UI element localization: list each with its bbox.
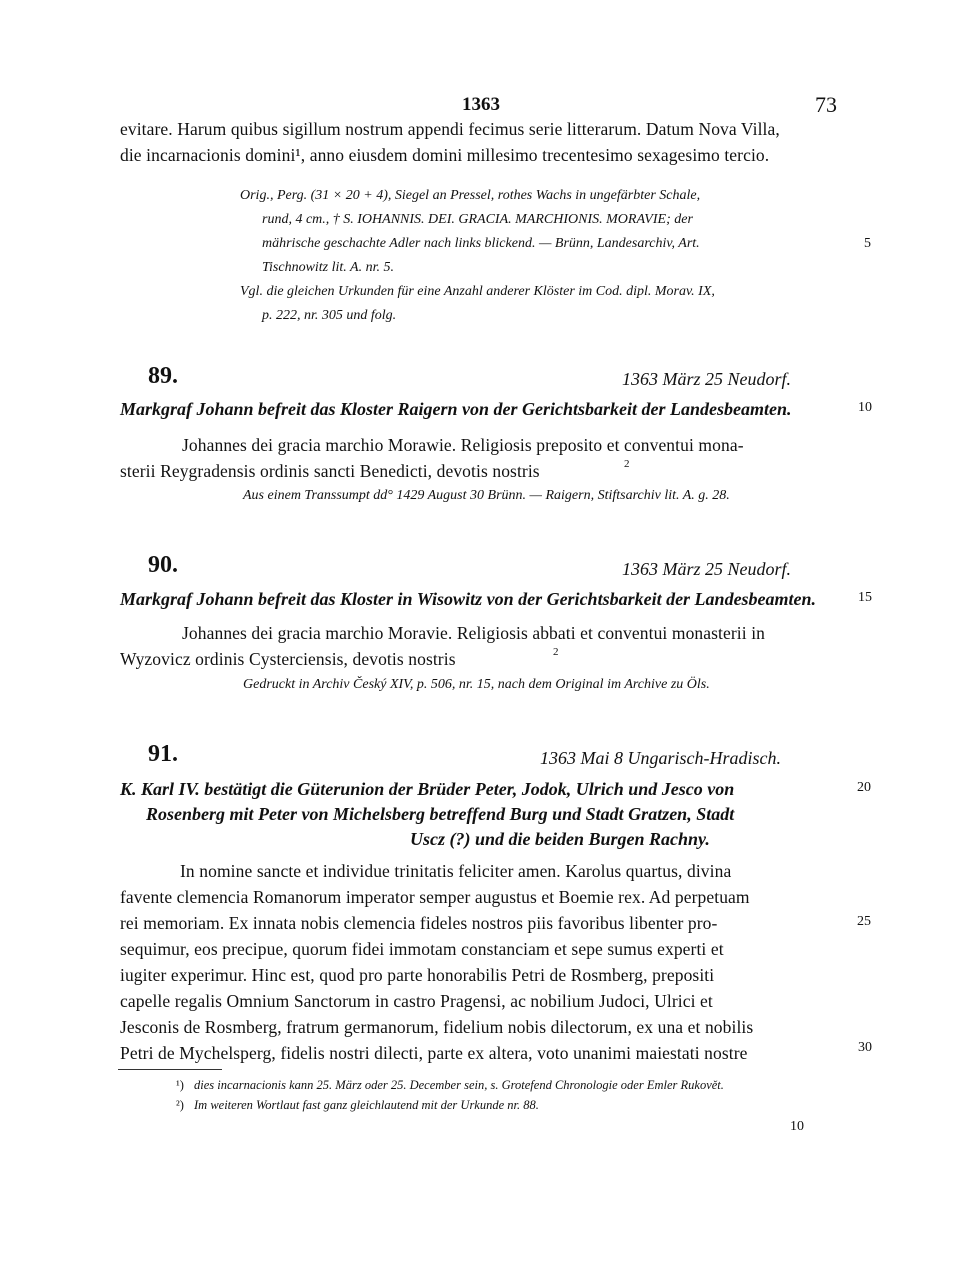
footnote-ref: 2 — [553, 646, 559, 658]
body-line: favente clemencia Romanorum imperator semper augustus et Boemie rex. Ad perpetuam — [120, 887, 750, 907]
margin-line-number: 25 — [857, 914, 871, 929]
footnote-mark: ¹) — [176, 1078, 184, 1092]
source-note: Gedruckt in Archiv Český XIV, p. 506, nr. 15, nach dem Original im Archive zu Öls. — [243, 677, 710, 692]
note-line: Tischnowitz lit. A. nr. 5. — [262, 260, 394, 275]
source-note: Aus einem Transsumpt dd° 1429 August 30 Brünn. — Raigern, Stiftsarchiv lit. A. g. 28. — [243, 488, 730, 503]
document-number: 91. — [148, 741, 178, 767]
footnote-ref: 2 — [624, 458, 630, 470]
document-date: 1363 März 25 Neudorf. — [622, 369, 792, 389]
margin-line-number: 15 — [858, 590, 872, 605]
margin-line-number: 20 — [857, 780, 871, 795]
document-number: 89. — [148, 363, 178, 389]
body-line: iugiter experimur. Hinc est, quod pro parte honorabilis Petri de Rosmberg, prepositi — [120, 965, 715, 985]
document-date: 1363 Mai 8 Ungarisch-Hradisch. — [540, 748, 781, 768]
vgl-line: p. 222, nr. 305 und folg. — [262, 308, 397, 323]
running-header-year: 1363 — [462, 94, 500, 115]
body-line: Jesconis de Rosmberg, fratrum germanorum, fidelium nobis dilectorum, ex una et nobilis — [120, 1017, 754, 1037]
document-title: K. Karl IV. bestätigt die Güterunion der Brüder Peter, Jodok, Ulrich und Jesco von — [120, 779, 735, 799]
footnote-text: dies incarnacionis kann 25. März oder 25. December sein, s. Grotefend Chronologie oder Emler Rukovět. — [194, 1078, 724, 1092]
body-line: Petri de Mychelsperg, fidelis nostri dilecti, parte ex altera, voto unanimi maiestati nostre — [120, 1043, 748, 1063]
footnote-rule — [118, 1069, 222, 1070]
body-line: sequimur, eos precipue, quorum fidei immotam constanciam et sepe sumus experti et — [120, 939, 724, 959]
body-line: die incarnacionis domini¹, anno eiusdem domini millesimo trecentesimo sexagesimo tercio. — [120, 145, 770, 165]
margin-line-number: 30 — [858, 1040, 872, 1055]
document-title: Uscz (?) und die beiden Burgen Rachny. — [410, 829, 710, 849]
page-number: 73 — [815, 92, 837, 117]
footnote-text: Im weiteren Wortlaut fast ganz gleichlautend mit der Urkunde nr. 88. — [194, 1098, 539, 1112]
body-line: capelle regalis Omnium Sanctorum in castro Pragensi, ac nobilium Judoci, Ulrici et — [120, 991, 713, 1011]
body-line: evitare. Harum quibus sigillum nostrum appendi fecimus serie litterarum. Datum Nova Villa, — [120, 119, 780, 139]
body-line: Johannes dei gracia marchio Moravie. Religiosis abbati et conventui monasterii in — [182, 623, 766, 643]
document-title: Markgraf Johann befreit das Kloster in Wisowitz von der Gerichtsbarkeit der Landesbeamten. — [120, 589, 817, 609]
footnote-mark: ²) — [176, 1098, 184, 1112]
body-line: sterii Reygradensis ordinis sancti Benedicti, devotis nostris — [120, 461, 540, 481]
document-number: 90. — [148, 552, 178, 578]
body-line: rei memoriam. Ex innata nobis clemencia fideles nostros piis favoribus libenter pro- — [120, 913, 718, 933]
body-line: In nomine sancte et individue trinitatis feliciter amen. Karolus quartus, divina — [180, 861, 732, 881]
note-line: mährische geschachte Adler nach links blickend. — Brünn, Landesarchiv, Art. — [262, 236, 700, 251]
margin-line-number: 5 — [864, 236, 871, 251]
margin-line-number: 10 — [858, 400, 872, 415]
document-title: Markgraf Johann befreit das Kloster Raigern von der Gerichtsbarkeit der Landesbeamten. — [120, 399, 792, 419]
body-line: Johannes dei gracia marchio Morawie. Religiosis preposito et conventui mona- — [182, 435, 744, 455]
document-date: 1363 März 25 Neudorf. — [622, 559, 792, 579]
body-line: Wyzovicz ordinis Cysterciensis, devotis nostris — [120, 649, 456, 669]
document-title: Rosenberg mit Peter von Michelsberg betreffend Burg und Stadt Gratzen, Stadt — [146, 804, 735, 824]
note-line: rund, 4 cm., † S. IOHANNIS. DEI. GRACIA. MARCHIONIS. MORAVIE; der — [262, 212, 693, 227]
vgl-line: Vgl. die gleichen Urkunden für eine Anzahl anderer Klöster im Cod. dipl. Morav. IX, — [240, 284, 715, 299]
note-line: Orig., Perg. (31 × 20 + 4), Siegel an Pressel, rothes Wachs in ungefärbter Schale, — [240, 188, 701, 203]
signature-mark: 10 — [790, 1119, 804, 1134]
